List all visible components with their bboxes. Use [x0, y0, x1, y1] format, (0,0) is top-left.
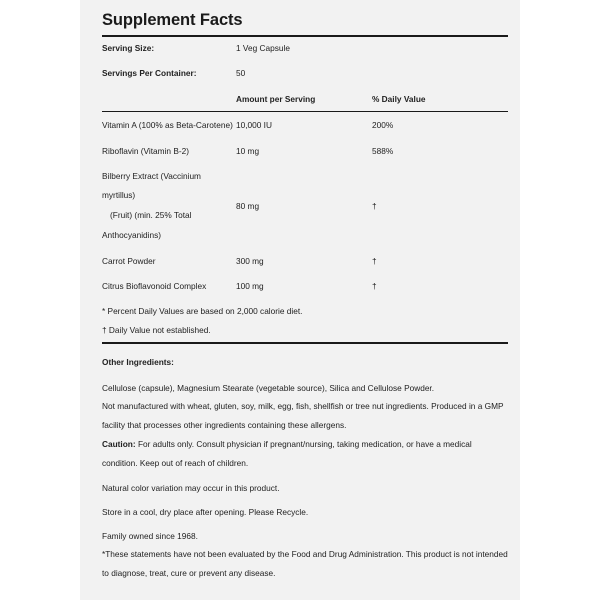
- header-amount: Amount per Serving: [236, 94, 316, 104]
- nutrient-name-line: Anthocyanidins): [102, 230, 162, 240]
- nutrient-daily-value: 588%: [372, 146, 394, 156]
- supplement-facts-panel: [80, 0, 520, 600]
- servings-label: Servings Per Container:: [102, 68, 197, 78]
- nutrient-name-line: myrtillus): [102, 190, 136, 200]
- nutrient-daily-value: 200%: [372, 120, 394, 130]
- nutrient-name-line: Bilberry Extract (Vaccinium: [102, 171, 201, 181]
- nutrient-name: Vitamin A (100% as Beta-Carotene): [102, 120, 233, 130]
- caution-label: Caution:: [102, 439, 136, 449]
- nutrient-amount: 80 mg: [236, 201, 260, 211]
- nutrient-name: Riboflavin (Vitamin B-2): [102, 146, 189, 156]
- nutrient-name: Citrus Bioflavonoid Complex: [102, 281, 207, 291]
- bottom-divider: [102, 342, 508, 344]
- family-owned-note: Family owned since 1968.: [102, 531, 198, 541]
- footnote-dagger: † Daily Value not established.: [102, 325, 211, 335]
- color-variation-note: Natural color variation may occur in this product.: [102, 483, 280, 493]
- header-daily-value: % Daily Value: [372, 94, 426, 104]
- caution-notice: [102, 435, 508, 473]
- nutrient-amount: 10 mg: [236, 146, 260, 156]
- nutrient-daily-value: †: [372, 201, 377, 211]
- storage-instructions: Store in a cool, dry place after opening. Please Recycle.: [102, 507, 309, 517]
- nutrient-amount: 300 mg: [236, 256, 264, 266]
- panel-title: Supplement Facts: [102, 11, 243, 29]
- nutrient-name: Carrot Powder: [102, 256, 156, 266]
- servings-value: 50: [236, 68, 246, 78]
- nutrient-amount: 100 mg: [236, 281, 264, 291]
- nutrient-name-line: (Fruit) (min. 25% Total: [110, 210, 192, 220]
- nutrient-amount: 10,000 IU: [236, 120, 272, 130]
- nutrient-daily-value: †: [372, 256, 377, 266]
- fda-disclaimer: *These statements have not been evaluated by the Food and Drug Administration. This product is not intended to diagnose, treat, cure or prevent any disease.: [102, 549, 508, 578]
- ingredients-text: Cellulose (capsule), Magnesium Stearate (vegetable source), Silica and Cellulose Powder.: [102, 383, 435, 393]
- nutrient-daily-value: †: [372, 281, 377, 291]
- header-divider: [102, 111, 508, 112]
- caution-text: For adults only. Consult physician if pregnant/nursing, taking medication, or have a medical condition. Keep out of reach of children.: [102, 439, 472, 468]
- top-divider: [102, 35, 508, 37]
- serving-size-value: 1 Veg Capsule: [236, 43, 290, 53]
- other-ingredients-heading: Other Ingredients:: [102, 357, 174, 367]
- footnote-percent-dv: * Percent Daily Values are based on 2,000 calorie diet.: [102, 306, 303, 316]
- allergen-notice: Not manufactured with wheat, gluten, soy, milk, egg, fish, shellfish or tree nut ingredients. Produced in a GMP facility that processes other ingredients containing these allergens.: [102, 401, 504, 430]
- serving-size-label: Serving Size:: [102, 43, 155, 53]
